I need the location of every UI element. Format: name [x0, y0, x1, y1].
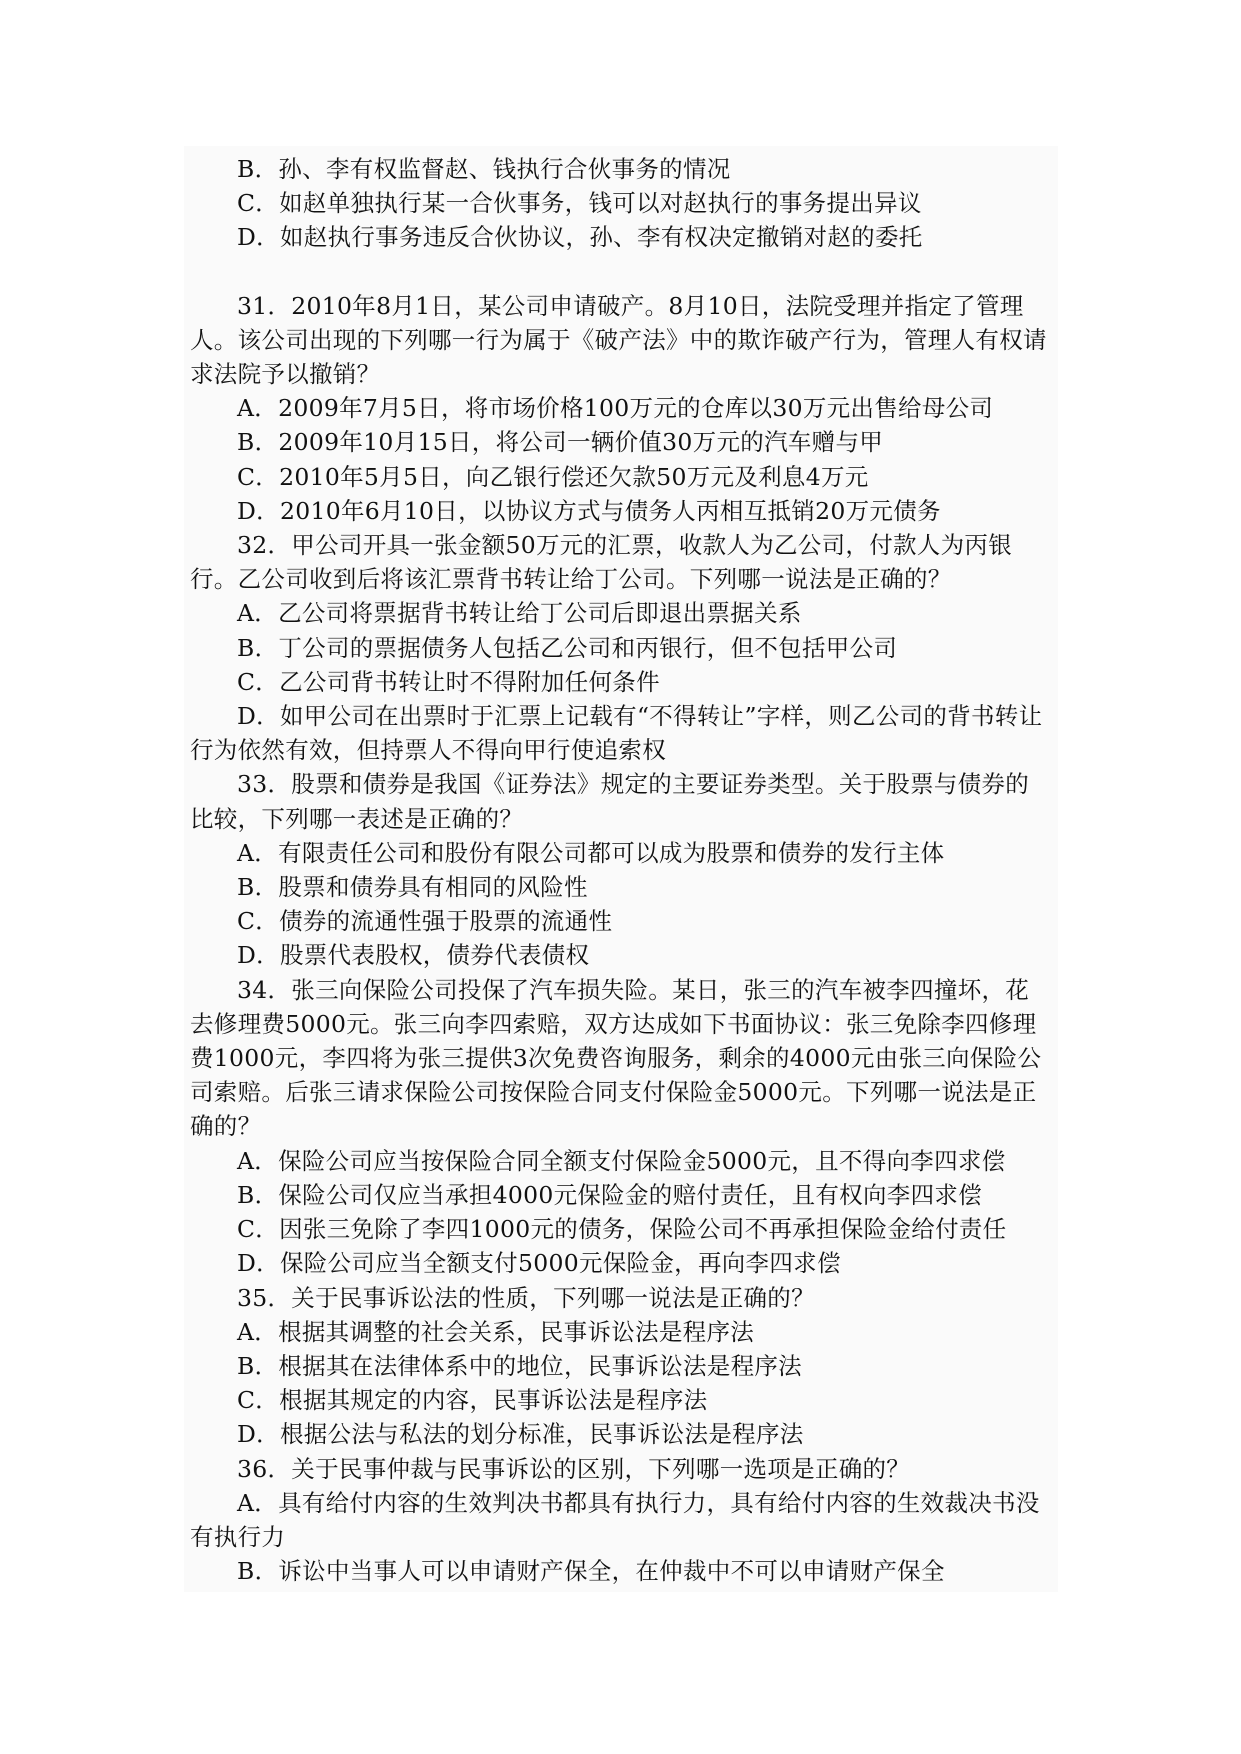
- option-b: B．孙、李有权监督赵、钱执行合伙事务的情况: [237, 155, 731, 183]
- question-35-option-d: D．根据公法与私法的划分标准，民事诉讼法是程序法: [237, 1420, 804, 1449]
- question-31-option-b: B．2009年10月15日，将公司一辆价值30万元的汽车赠与甲: [237, 428, 884, 457]
- question-35-stem: 35．关于民事诉讼法的性质，下列哪一说法是正确的？: [237, 1283, 815, 1312]
- question-32-option-a: A．乙公司将票据背书转让给丁公司后即退出票据关系: [237, 599, 802, 628]
- question-34-option-d: D．保险公司应当全额支付5000元保险金，再向李四求偿: [237, 1249, 841, 1278]
- question-32-option-d: D．如甲公司在出票时于汇票上记载有“不得转让”字样，则乙公司的背书转让行为依然有效，但持票人不得向甲行使追索权: [190, 702, 1043, 765]
- question-34-option-a: A．保险公司应当按保险合同全额支付保险金5000元，且不得向李四求偿: [237, 1146, 1006, 1175]
- question-33-option-d: D．股票代表股权，债券代表债权: [237, 941, 590, 970]
- question-34-stem: 34．张三向保险公司投保了汽车损失险。某日，张三的汽车被李四撞坏，花去修理费5000元。张三向李四索赔，双方达成如下书面协议：张三免除李四修理费1000元，李四将为张三提供3次免费咨询服务，剩余的4000元由张三向保险公司索赔。后张三请求保险公司按保险合同支付保险金5000元。下列哪一说法是正确的？: [190, 975, 1042, 1141]
- question-32-option-b: B．丁公司的票据债务人包括乙公司和丙银行，但不包括甲公司: [237, 633, 898, 662]
- question-35-option-b: B．根据其在法律体系中的地位，民事诉讼法是程序法: [237, 1351, 802, 1380]
- question-36-option-a: A．具有给付内容的生效判决书都具有执行力，具有给付内容的生效裁决书没有执行力: [190, 1488, 1040, 1551]
- question-33-option-c: C．债券的流通性强于股票的流通性: [237, 907, 613, 936]
- question-31-option-a: A．2009年7月5日，将市场价格100万元的仓库以30万元出售给母公司: [237, 394, 994, 423]
- question-33-stem: 33．股票和债券是我国《证券法》规定的主要证券类型。关于股票与债券的比较，下列哪一表述是正确的？: [190, 770, 1030, 833]
- question-36-stem: 36．关于民事仲裁与民事诉讼的区别，下列哪一选项是正确的？: [237, 1454, 911, 1483]
- question-32-stem: 32．甲公司开具一张金额50万元的汇票，收款人为乙公司，付款人为丙银行。乙公司收到后将该汇票背书转让给丁公司。下列哪一说法是正确的？: [190, 531, 1013, 594]
- question-32-option-c: C．乙公司背书转让时不得附加任何条件: [237, 667, 660, 696]
- question-33-option-b: B．股票和债券具有相同的风险性: [237, 873, 588, 902]
- question-34-option-c: C．因张三免除了李四1000元的债务，保险公司不再承担保险金给付责任: [237, 1215, 1007, 1244]
- question-31-option-c: C．2010年5月5日，向乙银行偿还欠款50万元及利息4万元: [237, 462, 869, 491]
- question-35-option-a: A．根据其调整的社会关系，民事诉讼法是程序法: [237, 1317, 755, 1346]
- question-36-option-b: B．诉讼中当事人可以申请财产保全，在仲裁中不可以申请财产保全: [237, 1557, 945, 1586]
- question-35-option-c: C．根据其规定的内容，民事诉讼法是程序法: [237, 1386, 708, 1415]
- question-33-option-a: A．有限责任公司和股份有限公司都可以成为股票和债券的发行主体: [237, 838, 945, 867]
- question-31-stem: 31．2010年8月1日，某公司申请破产。8月10日，法院受理并指定了管理人。该公司出现的下列哪一行为属于《破产法》中的欺诈破产行为，管理人有权请求法院予以撤销？: [190, 291, 1047, 389]
- document-body: [190, 152, 1052, 1588]
- question-31-option-d: D．2010年6月10日，以协议方式与债务人丙相互抵销20万元债务: [237, 496, 941, 525]
- option-c: C．如赵单独执行某一合伙事务，钱可以对赵执行的事务提出异议: [237, 189, 922, 218]
- spacer: [190, 255, 1052, 289]
- question-34-option-b: B．保险公司仅应当承担4000元保险金的赔付责任，且有权向李四求偿: [237, 1180, 982, 1209]
- option-d: D．如赵执行事务违反合伙协议，孙、李有权决定撤销对赵的委托: [237, 223, 923, 252]
